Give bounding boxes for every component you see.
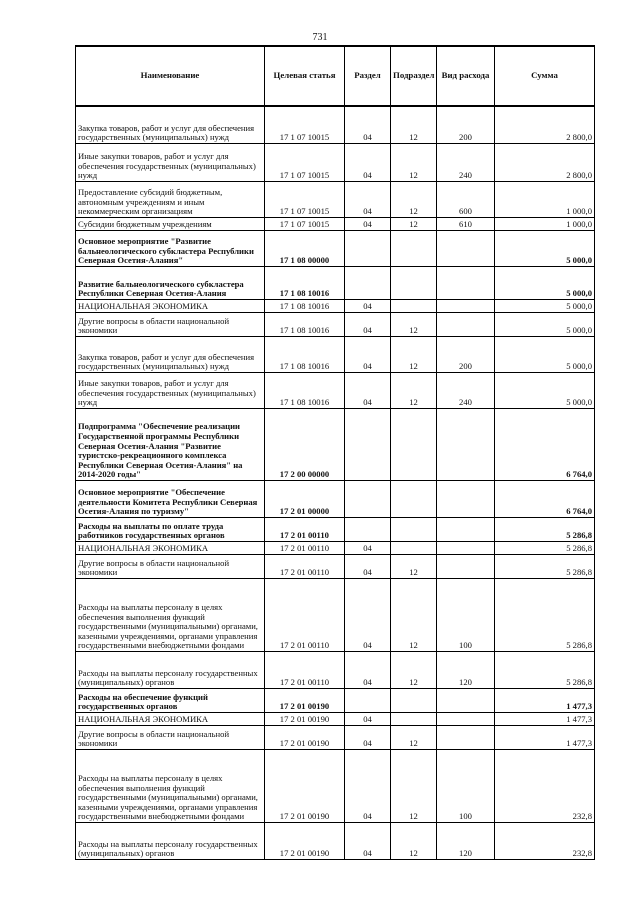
cell-target: 17 1 08 10016 bbox=[265, 267, 345, 300]
cell-subsection: 12 bbox=[391, 182, 437, 218]
cell-name: Расходы на выплаты персоналу в целях обеспечения выполнения функций государственными (муниципальными) органами, казенными учреждениями, органами управления государственными внебюджетными фондами bbox=[76, 579, 265, 652]
cell-name: Закупка товаров, работ и услуг для обеспечения государственных (муниципальных) нужд bbox=[76, 106, 265, 144]
cell-amount: 232,8 bbox=[495, 823, 595, 860]
cell-amount: 1 000,0 bbox=[495, 182, 595, 218]
cell-subsection: 12 bbox=[391, 106, 437, 144]
cell-name: Расходы на выплаты персоналу в целях обеспечения выполнения функций государственными (муниципальными) органами, казенными учреждениями, органами управления государственными внебюджетными фондами bbox=[76, 750, 265, 823]
cell-subsection: 12 bbox=[391, 652, 437, 689]
cell-expense-type bbox=[437, 689, 495, 713]
cell-target: 17 1 08 10016 bbox=[265, 313, 345, 337]
cell-section: 04 bbox=[345, 542, 391, 555]
cell-section: 04 bbox=[345, 337, 391, 373]
table-row bbox=[76, 689, 595, 713]
cell-target: 17 1 08 00000 bbox=[265, 231, 345, 267]
cell-subsection: 12 bbox=[391, 144, 437, 182]
table-header-row bbox=[76, 46, 595, 106]
cell-target: 17 1 07 10015 bbox=[265, 218, 345, 231]
cell-target: 17 1 07 10015 bbox=[265, 106, 345, 144]
cell-expense-type bbox=[437, 518, 495, 542]
cell-section bbox=[345, 409, 391, 481]
cell-subsection bbox=[391, 689, 437, 713]
cell-subsection: 12 bbox=[391, 337, 437, 373]
cell-target: 17 1 07 10015 bbox=[265, 144, 345, 182]
table-row bbox=[76, 231, 595, 267]
table-row bbox=[76, 337, 595, 373]
cell-name: Другие вопросы в области национальной экономики bbox=[76, 726, 265, 750]
cell-subsection bbox=[391, 713, 437, 726]
cell-target: 17 1 08 10016 bbox=[265, 300, 345, 313]
cell-expense-type: 200 bbox=[437, 106, 495, 144]
cell-amount: 1 477,3 bbox=[495, 713, 595, 726]
cell-section: 04 bbox=[345, 713, 391, 726]
cell-amount: 1 477,3 bbox=[495, 726, 595, 750]
cell-section bbox=[345, 689, 391, 713]
cell-amount: 5 286,8 bbox=[495, 542, 595, 555]
cell-subsection: 12 bbox=[391, 726, 437, 750]
header-expense-type: Вид расхода bbox=[437, 46, 495, 106]
table-row bbox=[76, 555, 595, 579]
cell-section: 04 bbox=[345, 652, 391, 689]
page-number: 731 bbox=[312, 32, 328, 43]
cell-expense-type: 240 bbox=[437, 373, 495, 409]
cell-subsection: 12 bbox=[391, 373, 437, 409]
cell-expense-type bbox=[437, 267, 495, 300]
cell-name: Расходы на выплаты персоналу государственных (муниципальных) органов bbox=[76, 652, 265, 689]
cell-section bbox=[345, 231, 391, 267]
cell-expense-type bbox=[437, 713, 495, 726]
cell-target: 17 2 01 00110 bbox=[265, 579, 345, 652]
table-body bbox=[76, 106, 595, 860]
cell-expense-type bbox=[437, 481, 495, 518]
table-row bbox=[76, 218, 595, 231]
cell-amount: 2 800,0 bbox=[495, 144, 595, 182]
cell-amount: 5 000,0 bbox=[495, 373, 595, 409]
table-row bbox=[76, 726, 595, 750]
cell-amount: 5 000,0 bbox=[495, 231, 595, 267]
table-row bbox=[76, 300, 595, 313]
cell-target: 17 2 01 00190 bbox=[265, 750, 345, 823]
cell-target: 17 2 01 00190 bbox=[265, 713, 345, 726]
cell-target: 17 2 01 00110 bbox=[265, 542, 345, 555]
table-row bbox=[76, 267, 595, 300]
cell-expense-type: 100 bbox=[437, 750, 495, 823]
cell-target: 17 1 08 10016 bbox=[265, 337, 345, 373]
cell-amount: 5 000,0 bbox=[495, 267, 595, 300]
table-row bbox=[76, 750, 595, 823]
cell-name: Предоставление субсидий бюджетным, автономным учреждениям и иным некоммерческим организациям bbox=[76, 182, 265, 218]
header-subsection: Подраздел bbox=[391, 46, 437, 106]
cell-section: 04 bbox=[345, 144, 391, 182]
cell-expense-type: 600 bbox=[437, 182, 495, 218]
table-row bbox=[76, 542, 595, 555]
cell-target: 17 2 01 00190 bbox=[265, 726, 345, 750]
budget-table bbox=[75, 45, 595, 860]
header-name: Наименование bbox=[76, 46, 265, 106]
cell-target: 17 1 08 10016 bbox=[265, 373, 345, 409]
cell-expense-type: 240 bbox=[437, 144, 495, 182]
cell-section: 04 bbox=[345, 555, 391, 579]
table-row bbox=[76, 373, 595, 409]
cell-amount: 1 477,3 bbox=[495, 689, 595, 713]
cell-amount: 5 286,8 bbox=[495, 555, 595, 579]
cell-subsection: 12 bbox=[391, 313, 437, 337]
cell-section bbox=[345, 518, 391, 542]
cell-section bbox=[345, 481, 391, 518]
cell-expense-type bbox=[437, 542, 495, 555]
table-row bbox=[76, 518, 595, 542]
cell-name: Субсидии бюджетным учреждениям bbox=[76, 218, 265, 231]
cell-target: 17 2 00 00000 bbox=[265, 409, 345, 481]
cell-expense-type bbox=[437, 409, 495, 481]
cell-subsection: 12 bbox=[391, 555, 437, 579]
cell-expense-type: 100 bbox=[437, 579, 495, 652]
cell-target: 17 2 01 00190 bbox=[265, 823, 345, 860]
cell-subsection bbox=[391, 267, 437, 300]
cell-expense-type bbox=[437, 231, 495, 267]
cell-target: 17 2 01 00000 bbox=[265, 481, 345, 518]
cell-section: 04 bbox=[345, 373, 391, 409]
cell-amount: 2 800,0 bbox=[495, 106, 595, 144]
cell-amount: 6 764,0 bbox=[495, 409, 595, 481]
cell-amount: 5 000,0 bbox=[495, 300, 595, 313]
cell-amount: 1 000,0 bbox=[495, 218, 595, 231]
cell-section bbox=[345, 267, 391, 300]
table-row bbox=[76, 409, 595, 481]
cell-amount: 5 000,0 bbox=[495, 313, 595, 337]
cell-section: 04 bbox=[345, 106, 391, 144]
cell-subsection: 12 bbox=[391, 750, 437, 823]
cell-subsection: 12 bbox=[391, 218, 437, 231]
cell-section: 04 bbox=[345, 313, 391, 337]
cell-subsection bbox=[391, 542, 437, 555]
cell-section: 04 bbox=[345, 823, 391, 860]
cell-subsection bbox=[391, 481, 437, 518]
cell-section: 04 bbox=[345, 300, 391, 313]
table-row bbox=[76, 481, 595, 518]
cell-name: Расходы на обеспечение функций государственных органов bbox=[76, 689, 265, 713]
cell-name: Другие вопросы в области национальной экономики bbox=[76, 313, 265, 337]
cell-subsection bbox=[391, 231, 437, 267]
cell-name: Основное мероприятие "Обеспечение деятельности Комитета Республики Северная Осетия-Алания по туризму" bbox=[76, 481, 265, 518]
cell-name: Развитие бальнеологического субкластера Республики Северная Осетия-Алания bbox=[76, 267, 265, 300]
table-row bbox=[76, 182, 595, 218]
table-row bbox=[76, 106, 595, 144]
header-amount: Сумма bbox=[495, 46, 595, 106]
table-row bbox=[76, 823, 595, 860]
cell-subsection bbox=[391, 300, 437, 313]
table-row bbox=[76, 652, 595, 689]
cell-section: 04 bbox=[345, 750, 391, 823]
cell-expense-type bbox=[437, 313, 495, 337]
cell-expense-type: 120 bbox=[437, 652, 495, 689]
header-section: Раздел bbox=[345, 46, 391, 106]
header-target: Целевая статья bbox=[265, 46, 345, 106]
table-row bbox=[76, 713, 595, 726]
cell-target: 17 2 01 00110 bbox=[265, 518, 345, 542]
cell-name: НАЦИОНАЛЬНАЯ ЭКОНОМИКА bbox=[76, 542, 265, 555]
cell-target: 17 1 07 10015 bbox=[265, 182, 345, 218]
cell-amount: 5 286,8 bbox=[495, 518, 595, 542]
cell-expense-type bbox=[437, 300, 495, 313]
cell-section: 04 bbox=[345, 218, 391, 231]
cell-amount: 6 764,0 bbox=[495, 481, 595, 518]
cell-expense-type bbox=[437, 726, 495, 750]
cell-subsection bbox=[391, 409, 437, 481]
cell-name: Другие вопросы в области национальной экономики bbox=[76, 555, 265, 579]
cell-name: Иные закупки товаров, работ и услуг для обеспечения государственных (муниципальных) нужд bbox=[76, 144, 265, 182]
cell-expense-type: 200 bbox=[437, 337, 495, 373]
cell-expense-type: 610 bbox=[437, 218, 495, 231]
table-row bbox=[76, 144, 595, 182]
cell-subsection: 12 bbox=[391, 579, 437, 652]
cell-name: Закупка товаров, работ и услуг для обеспечения государственных (муниципальных) нужд bbox=[76, 337, 265, 373]
cell-name: НАЦИОНАЛЬНАЯ ЭКОНОМИКА bbox=[76, 713, 265, 726]
cell-expense-type: 120 bbox=[437, 823, 495, 860]
cell-expense-type bbox=[437, 555, 495, 579]
cell-amount: 5 286,8 bbox=[495, 579, 595, 652]
table-row bbox=[76, 313, 595, 337]
cell-name: Расходы на выплаты персоналу государственных (муниципальных) органов bbox=[76, 823, 265, 860]
cell-name: Подпрограмма "Обеспечение реализации Государственной программы Республики Северная Осетия-Алания "Развитие туристско-рекреационного комплекса Республики Северная Осетия-Алания" на 2014-2020 годы" bbox=[76, 409, 265, 481]
cell-subsection bbox=[391, 518, 437, 542]
cell-amount: 5 286,8 bbox=[495, 652, 595, 689]
cell-target: 17 2 01 00110 bbox=[265, 652, 345, 689]
cell-target: 17 2 01 00190 bbox=[265, 689, 345, 713]
cell-section: 04 bbox=[345, 182, 391, 218]
cell-name: Иные закупки товаров, работ и услуг для обеспечения государственных (муниципальных) нужд bbox=[76, 373, 265, 409]
cell-section: 04 bbox=[345, 726, 391, 750]
cell-section: 04 bbox=[345, 579, 391, 652]
cell-amount: 232,8 bbox=[495, 750, 595, 823]
cell-name: Расходы на выплаты по оплате труда работников государственных органов bbox=[76, 518, 265, 542]
cell-name: Основное мероприятие "Развитие бальнеологического субкластера Республики Северная Осетия-Алания" bbox=[76, 231, 265, 267]
cell-name: НАЦИОНАЛЬНАЯ ЭКОНОМИКА bbox=[76, 300, 265, 313]
cell-subsection: 12 bbox=[391, 823, 437, 860]
table-row bbox=[76, 579, 595, 652]
cell-amount: 5 000,0 bbox=[495, 337, 595, 373]
cell-target: 17 2 01 00110 bbox=[265, 555, 345, 579]
